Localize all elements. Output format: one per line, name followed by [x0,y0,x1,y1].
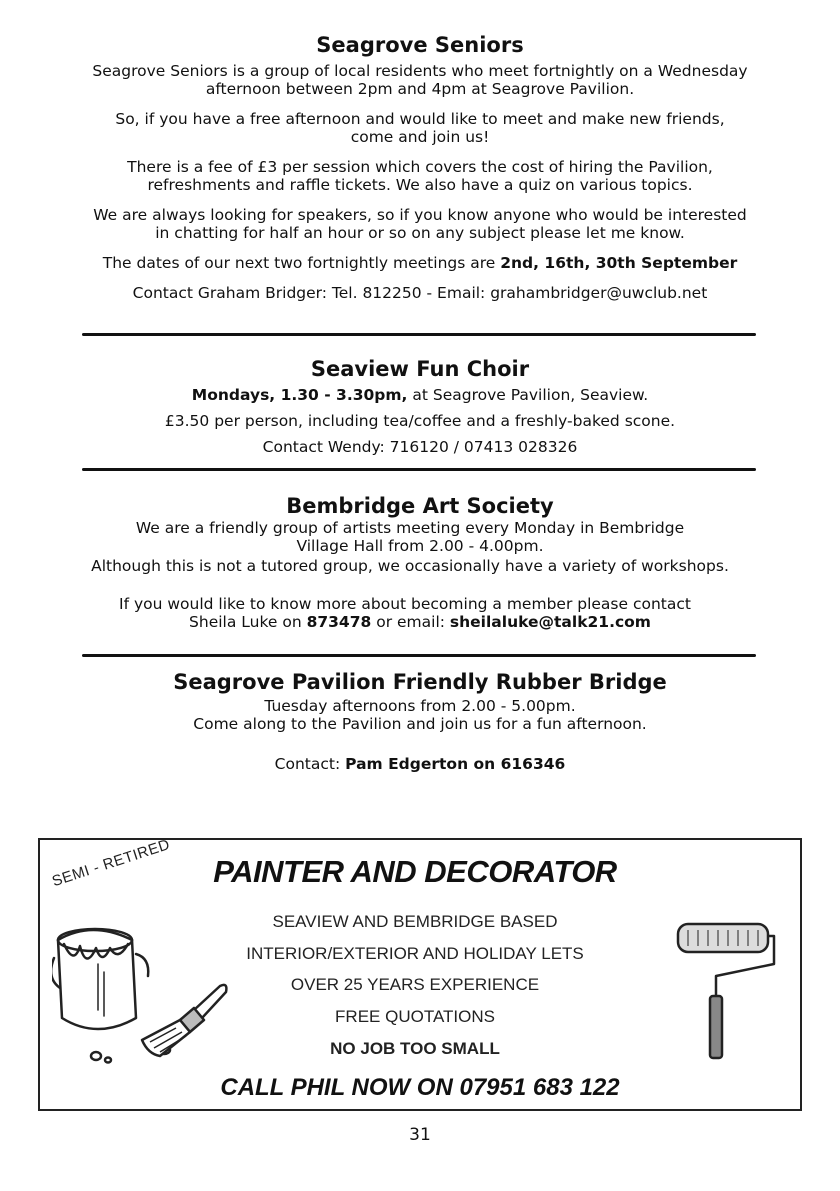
choir-when-rest: at Seagrove Pavilion, Seaview. [407,386,649,404]
advert-line-location: SEAVIEW AND BEMBRIDGE BASED [272,912,558,931]
seniors-contact: Contact Graham Bridger: Tel. 812250 - Email: grahambridger@uwclub.net [132,284,708,302]
art-contact-line2 [0,613,840,631]
bridge-invite: Come along to the Pavilion and join us for a fun afternoon. [193,715,647,733]
art-intro-line2: Village Hall from 2.00 - 4.00pm. [296,537,544,555]
choir-title: Seaview Fun Choir [310,357,530,381]
page-number: 31 [409,1125,431,1145]
art-workshops: Although this is not a tutored group, we occasionally have a variety of workshops. [91,557,729,575]
divider-2 [82,468,756,471]
bridge-title: Seagrove Pavilion Friendly Rubber Bridge [173,670,667,694]
seniors-section [0,32,840,302]
seniors-intro-line1: Seagrove Seniors is a group of local residents who meet fortnightly on a Wednesday [92,62,748,80]
bridge-times: Tuesday afternoons from 2.00 - 5.00pm. [264,697,576,715]
art-title: Bembridge Art Society [286,494,554,518]
bridge-contact-prefix: Contact: [274,755,346,773]
advert-line-quotations: FREE QUOTATIONS [335,1007,495,1026]
advert-line-no-job-too-small: NO JOB TOO SMALL [330,1039,500,1058]
advert-call-line: CALL PHIL NOW ON 07951 683 122 [220,1074,620,1101]
semi-retired-badge: SEMI - RETIRED [50,836,173,891]
bridge-contact-bold: Pam Edgerton on 616346 [345,755,566,773]
choir-when-bold: Mondays, 1.30 - 3.30pm, [191,386,408,404]
art-contact-phone: 873478 [306,613,372,631]
seniors-speakers-line1: We are always looking for speakers, so if you know anyone who would be interested [93,206,747,224]
choir-section [0,356,840,456]
seniors-dates [0,254,840,272]
choir-price: £3.50 per person, including tea/coffee and a freshly-baked scone. [164,412,676,430]
bridge-contact [0,755,840,773]
seniors-dates-bold: 2nd, 16th, 30th September [500,254,738,272]
bridge-section [0,669,840,773]
seniors-intro-line2: afternoon between 2pm and 4pm at Seagrove Pavilion. [205,80,635,98]
art-section [0,493,840,631]
advert-line-experience: OVER 25 YEARS EXPERIENCE [290,975,540,994]
seniors-dates-prefix: The dates of our next two fortnightly meetings are [102,254,501,272]
art-contact-mid: or email: [371,613,450,631]
divider-1 [82,333,756,336]
advert-title: PAINTER AND DECORATOR [213,854,617,889]
seniors-fee-line1: There is a fee of £3 per session which covers the cost of hiring the Pavilion, [127,158,713,176]
paint-roller-icon [668,916,778,1066]
painter-advert [38,838,802,1111]
seniors-fee-line2: refreshments and raffle tickets. We also have a quiz on various topics. [147,176,693,194]
art-contact-name: Sheila Luke on [189,613,307,631]
seniors-invite-line2: come and join us! [350,128,490,146]
choir-contact: Contact Wendy: 716120 / 07413 028326 [262,438,578,456]
art-intro-line1: We are a friendly group of artists meeting every Monday in Bembridge [135,519,685,537]
seniors-title: Seagrove Seniors [316,33,524,57]
advert-line-services: INTERIOR/EXTERIOR AND HOLIDAY LETS [246,944,584,963]
seniors-speakers-line2: in chatting for half an hour or so on any subject please let me know. [155,224,685,242]
divider-3 [82,654,756,657]
choir-when [0,386,840,404]
art-contact-email: sheilaluke@talk21.com [449,613,651,631]
art-contact-line1: If you would like to know more about becoming a member please contact [119,595,691,613]
seniors-invite-line1: So, if you have a free afternoon and would like to meet and make new friends, [115,110,725,128]
